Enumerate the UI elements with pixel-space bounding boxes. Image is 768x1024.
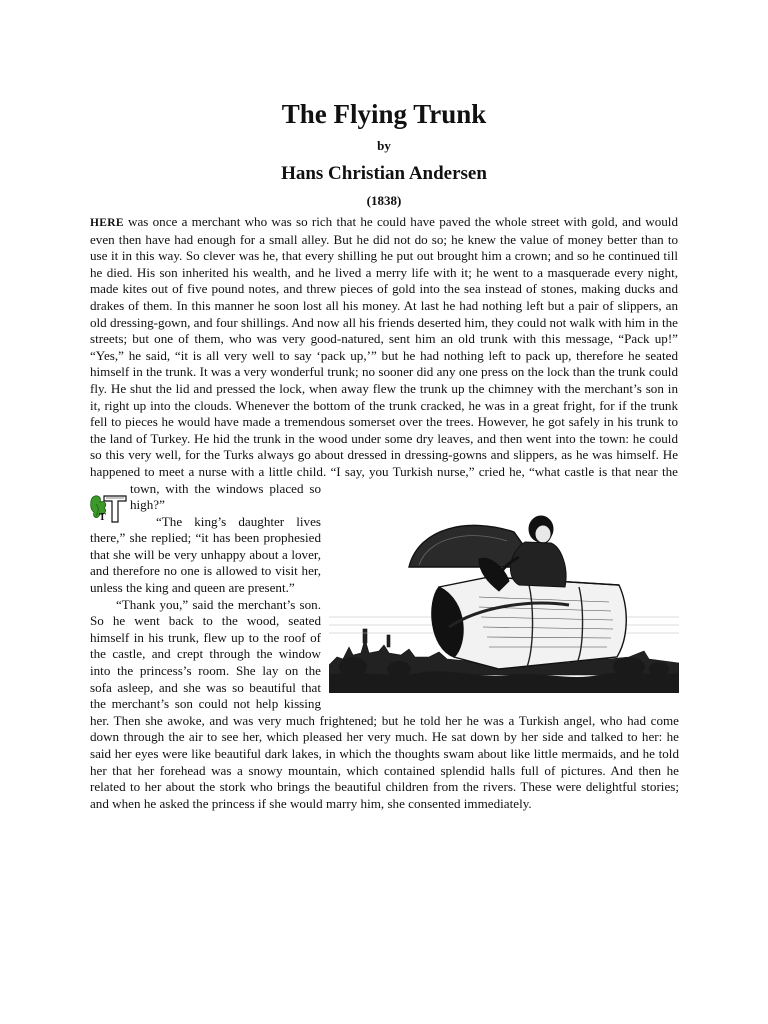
opening-word: HERE <box>90 217 124 229</box>
byline-label: by <box>377 138 391 153</box>
paragraph-1 <box>90 214 679 523</box>
publication-year: (1838) <box>366 193 402 208</box>
paragraph-1-text: was once a merchant who was so rich that he could have paved the whole street with gold, and would even then have had enough for a small alley. But he did not do so; he knew the value of money better than to use it in this way. So clever was he, that every shilling he put out brought him a crown; and so he continued till he died. His son inherited his wealth, and he lived a merry life with it; he went to a masquerade every night, made kites out of five pound notes, and threw pieces of gold into the sea instead of stones, making ducks and drakes of them. In this manner he soon lost all his money. At last he had nothing left but a pair of slippers, an old dressing-gown, and four shillings. And now all his friends deserted him, they could not walk with him in the streets; but one of them, who was very good-natured, sent him an old trunk with this message, “Pack up!” “Yes,” he said, “it is all very well to say ‘pack up,’” but he had nothing left to pack up, therefore he seated himself in the trunk. It was a very wonderful trunk; no sooner did any one press on the lock than the trunk could fly. He shut the lid and pressed the lock, when away flew the trunk up the chimney with the merchant’s son in it, right up into the clouds. Whenever the bottom of the trunk cracked, he was in a great fright, for if the trunk fell to pieces he would have made a tremendous somerset over the trees. However, he got safely in his trunk to the land of Turkey. He hid the trunk in the wood under some dry leaves, and then went into the town: he could so this very well, for the Turks always go about dressed in dressing-gowns and slippers, as he was himself. He happened to meet a nurse with a little child. “I say, you Turkish nurse,” cried he, “what castle is that near the town, with the windows placed so high?” <box>90 214 678 513</box>
flying-trunk-illustration <box>329 507 679 693</box>
story-title: The Flying Trunk <box>281 99 487 129</box>
ornamental-letter-t-icon <box>90 494 128 524</box>
story-body <box>90 214 679 812</box>
svg-text:T: T <box>99 512 106 523</box>
paragraph-2: “The king’s daughter lives there,” she replied; “it has been prophesied that she will be very unhappy about a lover, and therefore no one is allowed to visit her, unless the king and queen are present.” <box>90 513 321 596</box>
author-name: Hans Christian Andersen <box>281 163 487 184</box>
flying-trunk-engraving-icon <box>329 507 679 693</box>
paragraph-3: “Thank you,” said the merchant’s son. So he went back to the wood, seated himself in his trunk, flew up to the roof of the castle, and crept through the window into the princess’s room. She lay on the sofa asleep, and she was so beautiful that the merchant’s son could not help kissing her. Then she awoke, and was very much frightened; but he told her he was a Turkish angel, who had come down through the air to see her, which pleased her very much. He sat down by her side and talked to her: he said her eyes were like beautiful dark lakes, in which the thoughts swam about like little mermaids, and he told her that her forehead was a snowy mountain, which contained splendid halls full of pictures. And then he related to her about the stork who brings the beautiful children from the rivers. These were delightful stories; and when he asked the princess if she would marry him, she consented immediately. <box>90 596 679 811</box>
